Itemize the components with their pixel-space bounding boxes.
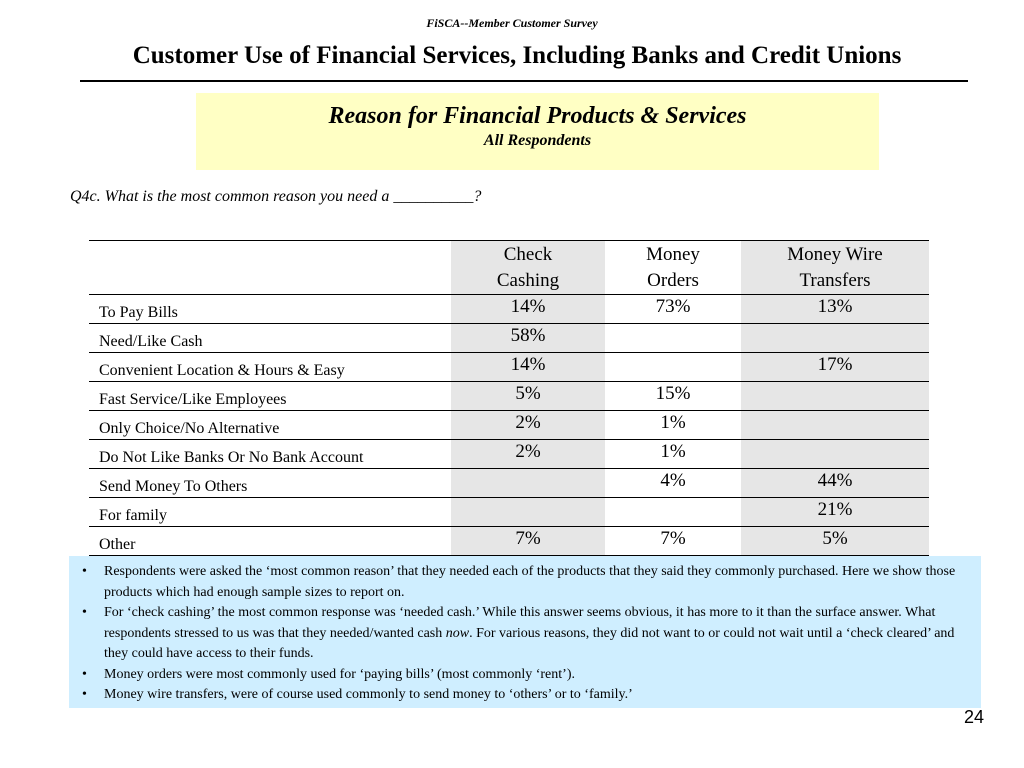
note-item [82,665,969,686]
results-table [89,240,929,556]
money-orders-value [605,353,741,382]
money-orders-value [605,324,741,353]
title-divider [80,80,968,82]
note-text: Money wire transfers, were of course used commonly to send money to ‘others’ or to ‘family.’ [104,687,633,702]
row-label: Only Choice/No Alternative [89,411,451,440]
check-cashing-value [451,498,605,527]
column-header-line: Money [646,243,700,265]
row-label: To Pay Bills [89,295,451,324]
note-emphasis: now [445,625,470,641]
column-header-line: Cashing [496,269,560,291]
table-row [89,469,929,498]
column-header-money-wire-transfers [741,241,929,295]
money-wire-value: 21% [741,498,929,527]
header-blank [89,241,451,295]
money-wire-value: 44% [741,469,929,498]
row-label: Need/Like Cash [89,324,451,353]
row-label: Do Not Like Banks Or No Bank Account [89,440,451,469]
bullet-icon: • [82,666,87,682]
check-cashing-value: 2% [451,440,605,469]
column-header-line: Money Wire [787,243,883,265]
money-orders-value: 7% [605,527,741,556]
banner-title: Reason for Financial Products & Services [328,103,747,129]
note-item [82,562,969,603]
note-text: . For various reasons, they did not want to or could not wait until a ‘check cleared’ and they could have access to their funds. [104,625,955,661]
table-row [89,498,929,527]
money-orders-value: 4% [605,469,741,498]
money-orders-value: 1% [605,411,741,440]
table-row [89,382,929,411]
bullet-icon: • [82,605,87,620]
check-cashing-value [451,469,605,498]
money-wire-value: 13% [741,295,929,324]
table-row [89,295,929,324]
check-cashing-value: 2% [451,411,605,440]
column-header-check-cashing [451,241,605,295]
banner-subtitle: All Respondents [483,132,592,149]
table-row [89,353,929,382]
note-item [82,685,969,706]
money-orders-value: 15% [605,382,741,411]
table-row [89,411,929,440]
check-cashing-value: 14% [451,353,605,382]
column-header-line: Transfers [799,269,871,291]
column-header-line: Orders [647,269,699,291]
money-wire-value [741,382,929,411]
section-banner [196,93,879,170]
page-number: 24 [964,707,985,727]
bullet-icon: • [82,564,87,579]
money-orders-value: 1% [605,440,741,469]
check-cashing-value: 14% [451,295,605,324]
check-cashing-value: 7% [451,527,605,556]
row-label: Send Money To Others [89,469,451,498]
survey-question: Q4c. What is the most common reason you need a __________? [70,188,482,205]
survey-label: FiSCA--Member Customer Survey [426,16,598,30]
row-label: Convenient Location & Hours & Easy [89,353,451,382]
table-header-row [89,241,929,295]
money-wire-value [741,324,929,353]
notes-box [69,556,981,708]
money-orders-value [605,498,741,527]
check-cashing-value: 5% [451,382,605,411]
notes-list [82,562,969,706]
note-text: Respondents were asked the ‘most common reason’ that they needed each of the products that they said they commonly purchased. Here we show those products which had enough sample sizes to report on. [104,564,956,600]
row-label: Fast Service/Like Employees [89,382,451,411]
note-item [82,603,969,665]
column-header-line: Check [503,243,553,265]
bullet-icon: • [82,687,87,702]
column-header-money-orders [605,241,741,295]
check-cashing-value: 58% [451,324,605,353]
page-title: Customer Use of Financial Services, Including Banks and Credit Unions [132,42,902,69]
row-label: For family [89,498,451,527]
table-row [89,527,929,556]
table-row [89,324,929,353]
note-text: For ‘check cashing’ the most common response was ‘needed cash.’ While this answer seems obvious, it has more to it than the surface answer. What respondents stressed to us was that they needed/wanted cash [104,605,936,641]
money-wire-value: 17% [741,353,929,382]
money-orders-value: 73% [605,295,741,324]
money-wire-value: 5% [741,527,929,556]
note-text: Money orders were most commonly used for ‘paying bills’ (most commonly ‘rent’). [104,666,575,682]
money-wire-value [741,440,929,469]
row-label: Other [89,527,451,556]
table-row [89,440,929,469]
money-wire-value [741,411,929,440]
